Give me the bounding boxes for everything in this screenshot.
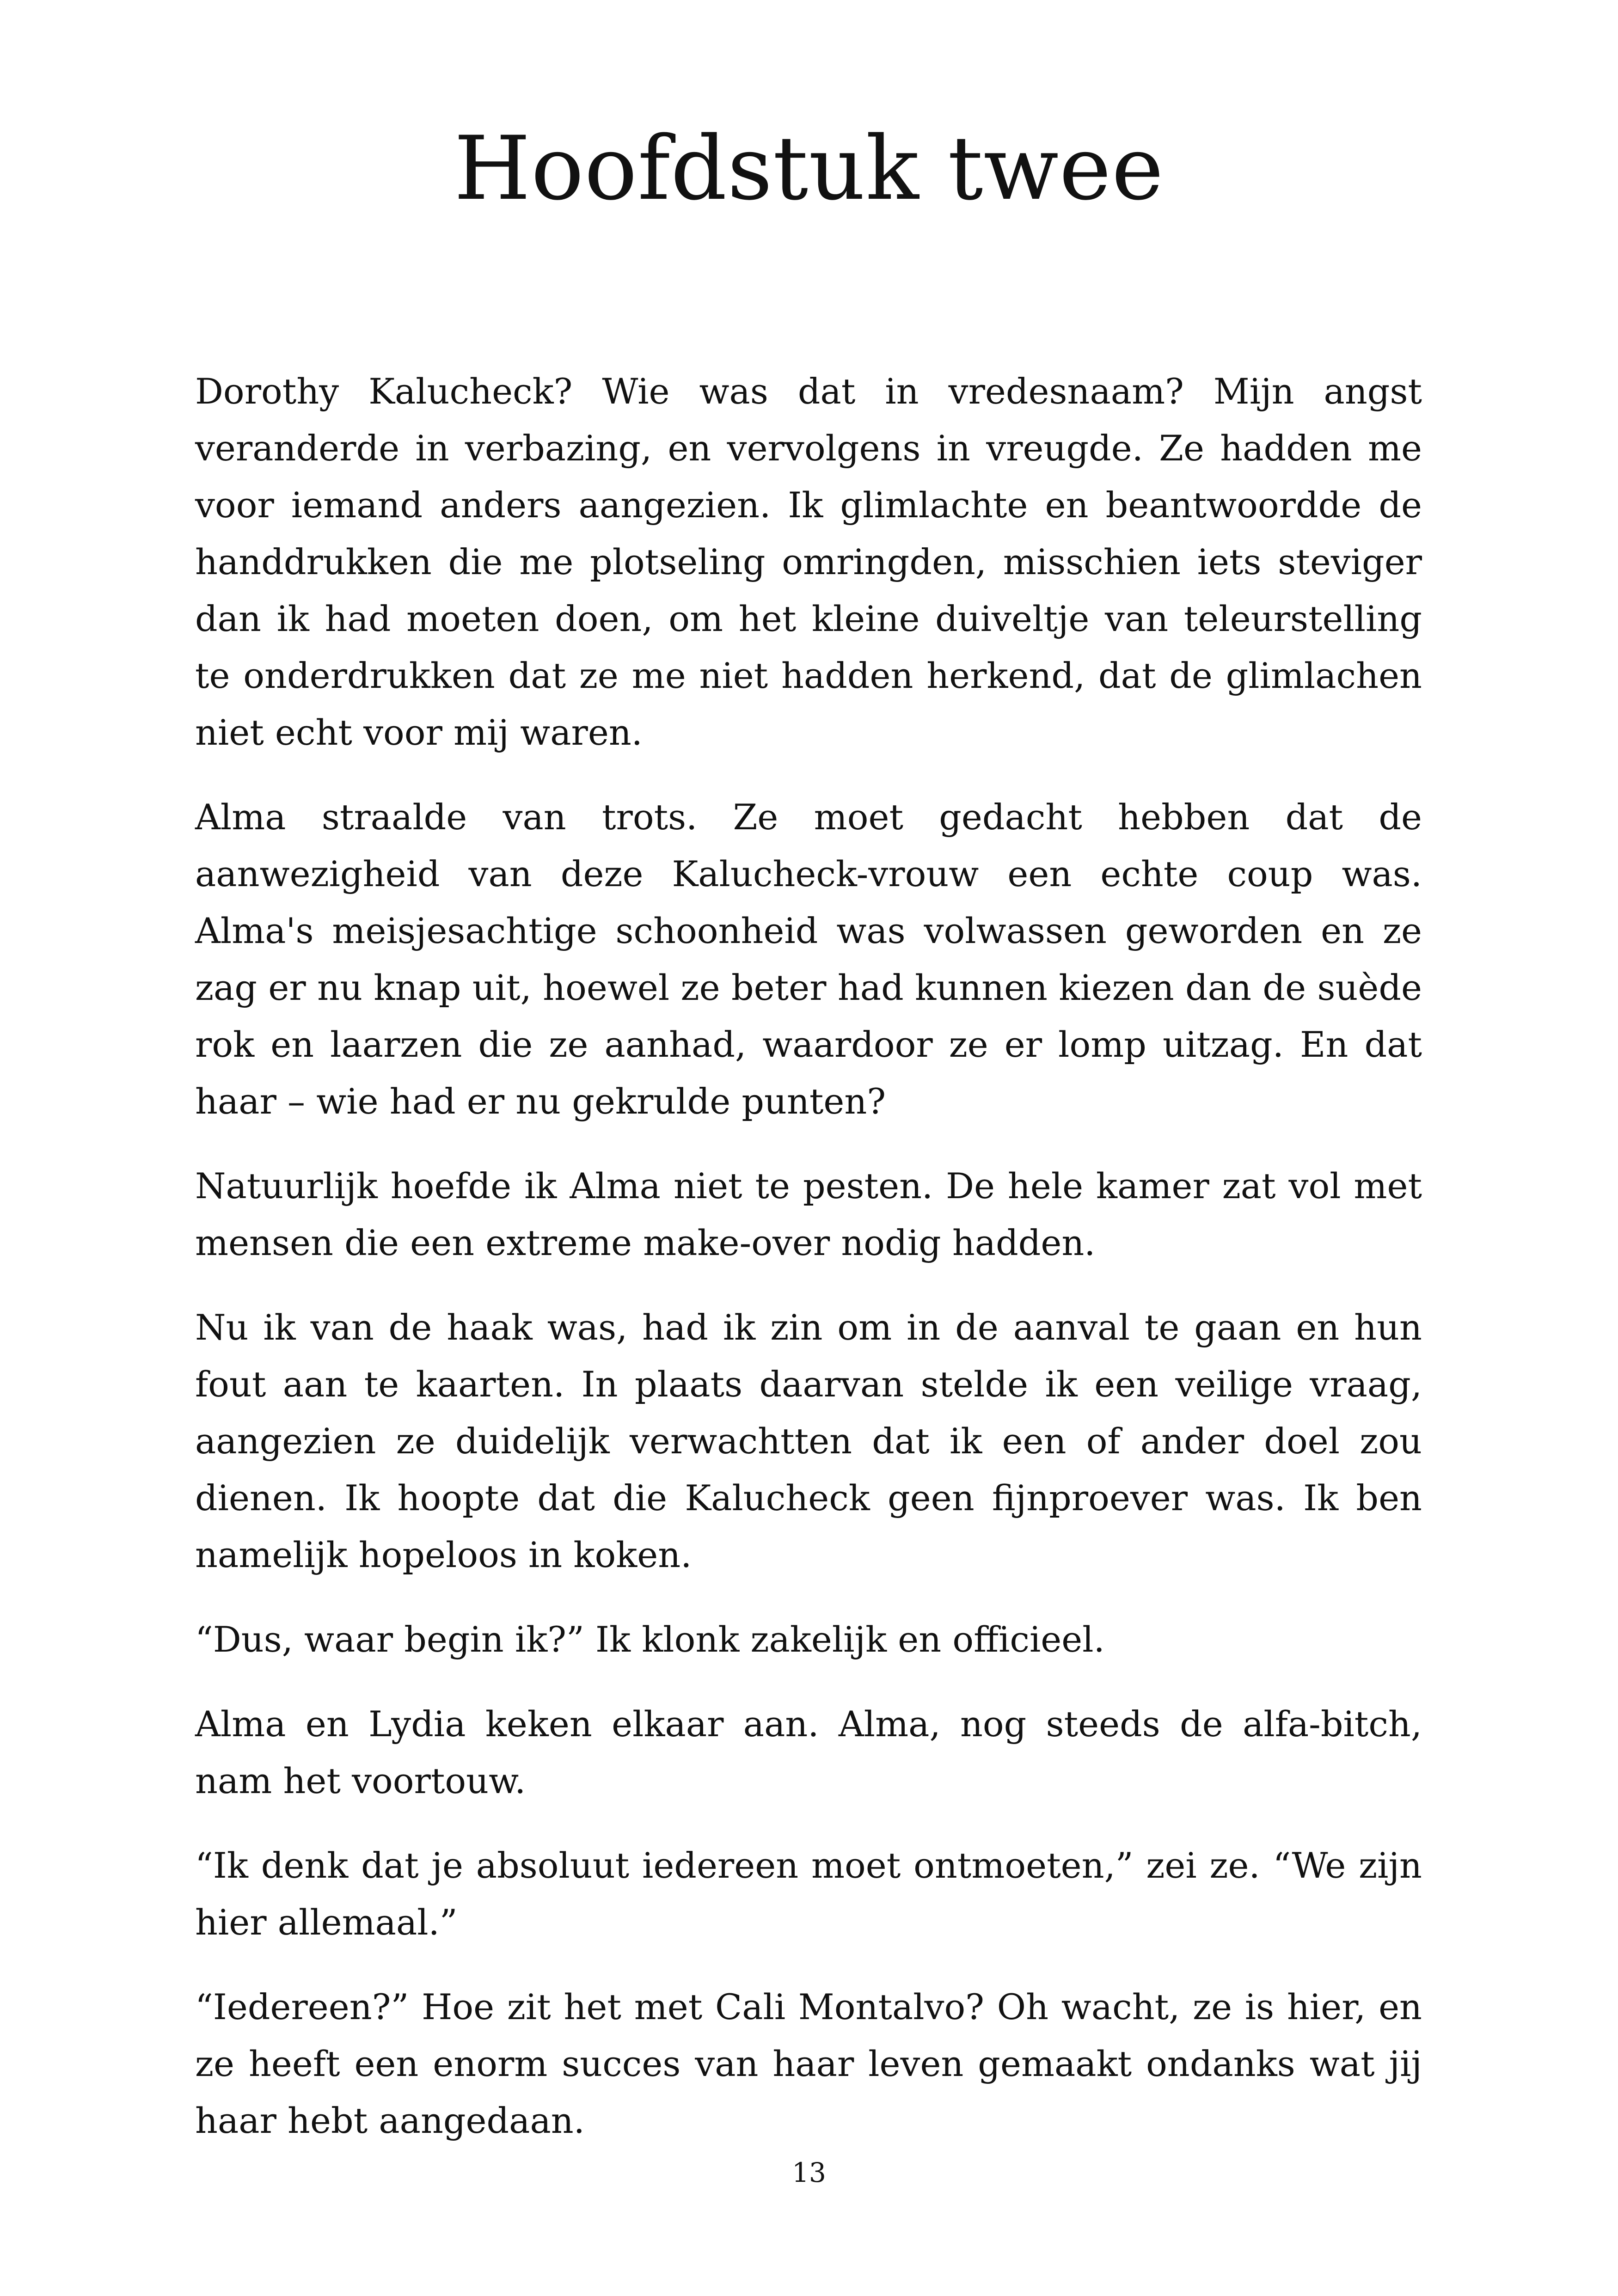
paragraph: “Ik denk dat je absoluut iedereen moet ontmoeten,” zei ze. “We zijn hier allemaal.” bbox=[195, 1845, 1422, 1943]
paragraph: “Dus, waar begin ik?” Ik klonk zakelijk en officieel. bbox=[195, 1619, 1105, 1660]
paragraph: Dorothy Kalucheck? Wie was dat in vredesnaam? Mijn angst veranderde in verbazing, en vervolgens in vreugde. Ze hadden me voor iemand anders aangezien. Ik glimlachte en beantwoordde de handdrukken die me plotseling omringden, misschien iets steviger dan ik had moeten doen, om het kleine duiveltje van teleurstelling te onderdrukken dat ze me niet hadden herkend, dat de glimlachen niet echt voor mij waren. bbox=[195, 371, 1422, 753]
paragraph: Alma straalde van trots. Ze moet gedacht hebben dat de aanwezigheid van deze Kalucheck-vrouw een echte coup was. Alma's meisjesachtige schoonheid was volwassen geworden en ze zag er nu knap uit, hoewel ze beter had kunnen kiezen dan de suède rok en laarzen die ze aanhad, waardoor ze er lomp uitzag. En dat haar – wie had er nu gekrulde punten? bbox=[195, 796, 1422, 1122]
paragraph: Natuurlijk hoefde ik Alma niet te pesten. De hele kamer zat vol met mensen die een extreme make-over nodig hadden. bbox=[195, 1165, 1422, 1263]
paragraph: “Iedereen?” Hoe zit het met Cali Montalvo? Oh wacht, ze is hier, en ze heeft een enorm succes van haar leven gemaakt ondanks wat jij haar hebt aangedaan. bbox=[195, 1986, 1422, 2141]
page-number: 13 bbox=[792, 2157, 826, 2188]
paragraph: Alma en Lydia keken elkaar aan. Alma, nog steeds de alfa-bitch, nam het voortouw. bbox=[195, 1703, 1422, 1801]
paragraph: Nu ik van de haak was, had ik zin om in de aanval te gaan en hun fout aan te kaarten. In plaats daarvan stelde ik een veilige vraag, aangezien ze duidelijk verwachtten dat ik een of ander doel zou dienen. Ik hoopte dat die Kalucheck geen fijnproever was. Ik ben namelijk hopeloos in koken. bbox=[195, 1307, 1422, 1575]
body-text bbox=[195, 363, 1422, 2177]
chapter-title: Hoofdstuk twee bbox=[454, 117, 1164, 220]
